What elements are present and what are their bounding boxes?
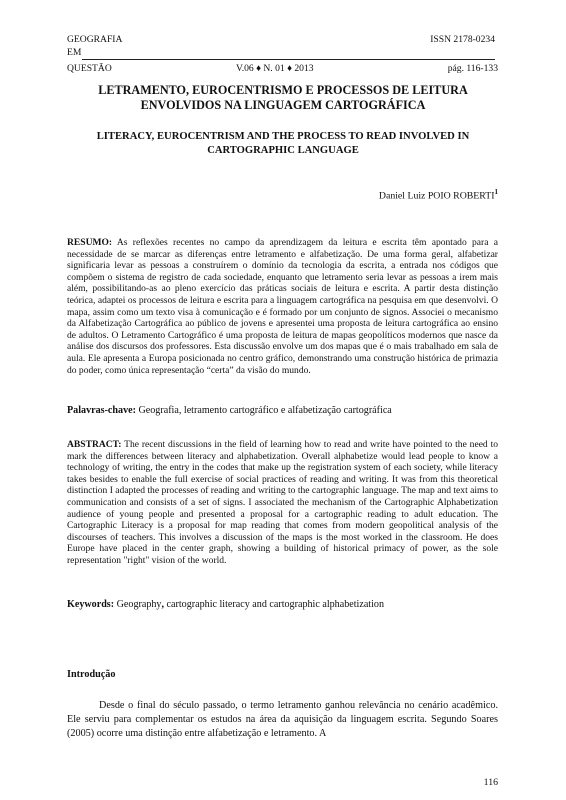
resumo-paragraph <box>67 237 498 376</box>
volume-info: V.06 ♦ N. 01 ♦ 2013 <box>236 63 314 74</box>
footnote-mark: 1 <box>494 188 498 196</box>
section-title-introducao: Introdução <box>67 669 116 680</box>
abstract-label: ABSTRACT: <box>67 439 122 450</box>
header-rule <box>82 59 495 60</box>
palavras-chave <box>67 405 498 417</box>
title-english: LITERACY, EUROCENTRISM AND THE PROCESS TO READ INVOLVED IN CARTOGRAPHIC LANGUAGE <box>96 131 470 156</box>
keywords-text-a: Geography <box>114 599 162 610</box>
author <box>379 188 498 201</box>
intro-paragraph: Desde o final do século passado, o termo letramento ganhou relevância no cenário acadêmico. Ele serviu para complementar os estudos na área da aquisição da linguagem escrita. Segundo Soares (2005) ocorre uma distinção entre alfabetização e letramento. A <box>67 700 498 740</box>
journal-name-line2: EM <box>67 47 82 58</box>
page-number: 116 <box>483 777 498 788</box>
resumo-text: As reflexões recentes no campo da aprendizagem da leitura e escrita têm apontado para a necessidade de se marcar as diferenças entre letramento e alfabetização. De uma forma geral, alfabetizar significaria levar as pessoas a construírem o domínio da tecnologia da escrita, a entrada nos códigos que compõem o sistema de registro de cada sociedade, enquanto que letramento seria levar as pessoas a irem mais além, possibilitando-as ao pleno exercício das práticas sociais de leitura e escrita. A partir desta distinção teórica, adaptei os processos de leitura e escrita para a linguagem cartográfica na pesquisa em que desenvolvi. O mapa, assim como um texto visa à comunicação e é formado por um conjunto de signos. Associei o mecanismo da Alfabetização Cartográfica ao público de jovens e apresentei uma proposta de leitura cartográfica ao ensino de adultos. O Letramento Cartográfico é uma proposta de leitura de mapas geopolíticos modernos que nasce da análise dos discursos dos professores. Esta discussão envolve um dos mapas que é o mais trabalhado em sala de aula. Ele apresenta a Europa posicionada no centro gráfico, demonstrando uma construção histórica de primazia do poder, como única representação “certa” da visão do mundo. <box>67 237 498 376</box>
palavras-chave-label: Palavras-chave: <box>67 405 136 416</box>
keywords-comma: , <box>161 599 165 610</box>
title-portuguese: LETRAMENTO, EUROCENTRISMO E PROCESSOS DE LEITURA ENVOLVIDOS NA LINGUAGEM CARTOGRÁFICA <box>98 83 468 112</box>
keywords-text-b: cartographic literacy and cartographic alphabetization <box>164 599 385 610</box>
author-name: Daniel Luiz POIO ROBERTI <box>378 190 495 202</box>
palavras-chave-text: Geografia, letramento cartográfico e alfabetização cartográfica <box>135 405 392 416</box>
resumo-label: RESUMO: <box>67 237 113 248</box>
issn: ISSN 2178-0234 <box>430 34 495 45</box>
abstract-text: The recent discussions in the field of learning how to read and write have pointed to the need to mark the differences between literacy and alphabetization. Overall alphabetize would lead people to know a technology of writing, the entry in the codes that make up the registration system of each society, while literacy takes besides to enable the full exercise of social practices of reading and writing. It was from this theoretical distinction I adapted the processes of reading and writing to the cartographic language. The map and text aims to communication and consists of a set of signs. I associated the mechanism of the Cartographic Alphabetization audience of young people and presented a proposal for a cartographic reading to adult education. The Cartographic Literacy is a proposal for map reading that comes from modern geopolitical analysis of the discourses of teachers. This involves a discussion of the maps is the most worked in the classroom. He does Europe have placed in the center graph, showing a building of historical primacy of power, as the sole representation "right" vision of the world. <box>67 439 498 566</box>
page-range: pág. 116-133 <box>447 63 498 74</box>
abstract-paragraph <box>67 439 498 567</box>
keywords <box>67 599 498 611</box>
journal-name-line3: QUESTÃO <box>67 63 112 74</box>
keywords-label: Keywords: <box>67 599 115 610</box>
journal-name-line1: GEOGRAFIA <box>67 34 123 45</box>
